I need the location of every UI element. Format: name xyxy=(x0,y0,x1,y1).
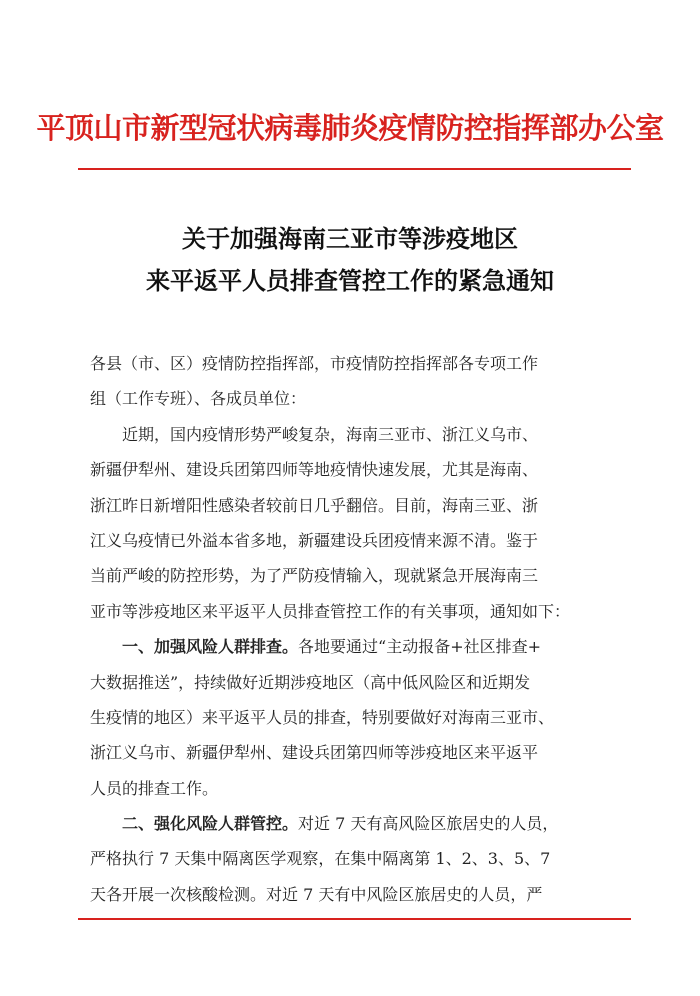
section-1-line: 生疫情的地区）来平返平人员的排查，特别要做好对海南三亚市、 xyxy=(90,707,555,727)
section-2-line: 天各开展一次核酸检测。对近 7 天有中风险区旅居史的人员，严 xyxy=(90,884,543,904)
section-1-heading: 一、加强风险人群排查。 xyxy=(122,637,299,657)
issuing-office-header: 平顶山市新型冠状病毒肺炎疫情防控指挥部办公室 xyxy=(36,111,664,145)
intro-line: 近期，国内疫情形势严峻复杂，海南三亚市、浙江义乌市、 xyxy=(122,424,539,444)
section-1-line: 大数据推送”，持续做好近期涉疫地区（高中低风险区和近期发 xyxy=(90,672,531,692)
notice-title-line-2: 来平返平人员排查管控工作的紧急通知 xyxy=(146,266,554,295)
intro-line: 当前严峻的防控形势，为了严防疫情输入，现就紧急开展海南三 xyxy=(90,566,539,586)
intro-line: 亚市等涉疫地区来平返平人员排查管控工作的有关事项，通知如下： xyxy=(90,601,571,621)
notice-body xyxy=(90,346,620,912)
addressee-line: 组（工作专班）、各成员单位： xyxy=(90,389,307,409)
addressee-line: 各县（市、区）疫情防控指挥部，市疫情防控指挥部各专项工作 xyxy=(90,354,539,373)
intro-line: 浙江昨日新增阳性感染者较前日几乎翻倍。目前，海南三亚、浙 xyxy=(90,495,539,515)
section-2-line: 严格执行 7 天集中隔离医学观察，在集中隔离第 1、2、3、5、7 xyxy=(90,849,551,869)
section-2-first-line xyxy=(90,806,620,841)
footer-red-rule xyxy=(78,918,631,920)
section-1-first-line xyxy=(90,629,620,664)
intro-line: 江义乌疫情已外溢本省多地，新疆建设兵团疫情来源不清。鉴于 xyxy=(90,530,539,550)
notice-title-line-1: 关于加强海南三亚市等涉疫地区 xyxy=(182,224,518,253)
intro-line: 新疆伊犁州、建设兵团第四师等地疫情快速发展，尤其是海南、 xyxy=(90,460,539,480)
section-2-text: 对近 7 天有高风险区旅居史的人员， xyxy=(298,814,559,834)
header-red-rule xyxy=(78,168,631,170)
section-1-line: 人员的排查工作。 xyxy=(90,778,219,798)
section-2-heading: 二、强化风险人群管控。 xyxy=(122,814,299,834)
section-1-line: 浙江义乌市、新疆伊犁州、建设兵团第四师等涉疫地区来平返平 xyxy=(90,743,539,763)
section-1-text: 各地要通过“主动报备+社区排查+ xyxy=(298,637,542,657)
